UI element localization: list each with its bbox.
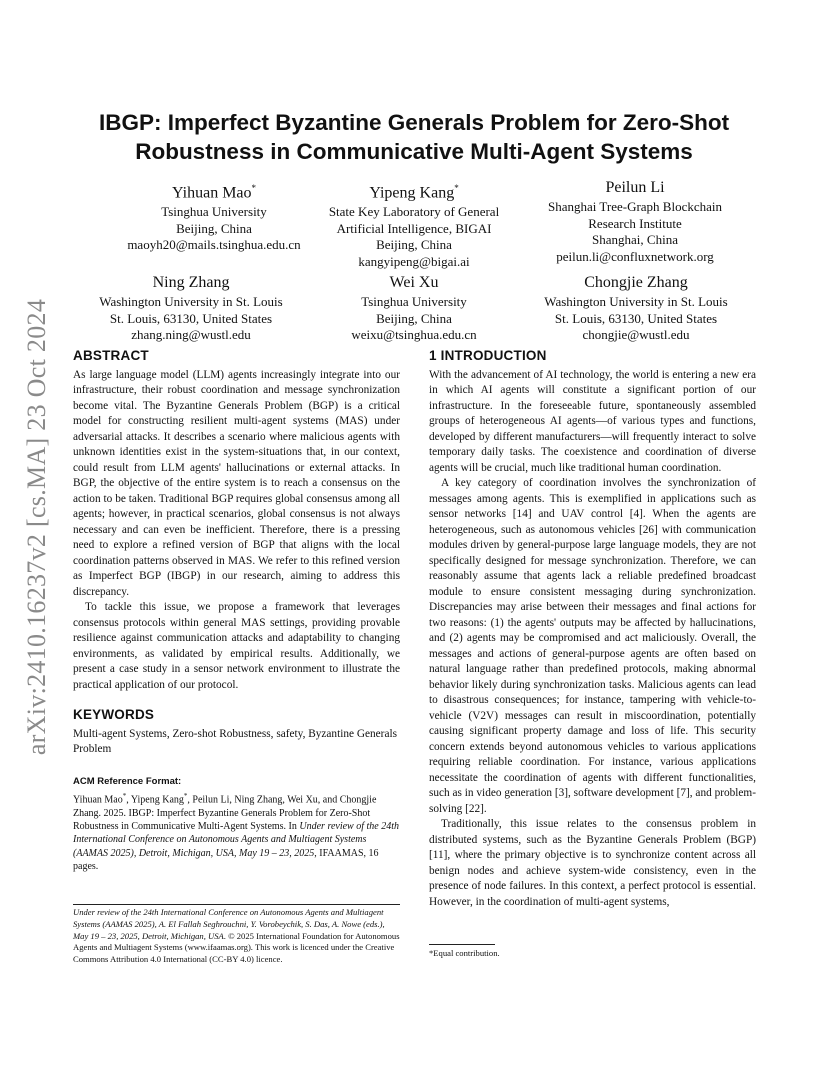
acm-ref-author: , Yipeng Kang [126, 794, 184, 806]
author-affiliation: Washington University in St. Louis [544, 294, 728, 309]
author-block-3 [505, 178, 765, 265]
author-email: chongjie@wustl.edu [582, 327, 690, 342]
acm-ref-venue: Under review of the 24th International Conference on Autonomous Agents and Multiagent Systems (AAMAS 2025), Detroit, Michigan, USA, May 19 – 23, 2025 [73, 820, 399, 859]
arxiv-id: arXiv:2410.16237v2 [cs.MA] 23 Oct 2024 [22, 298, 51, 756]
author-name: Wei Xu [389, 274, 439, 291]
left-footnote-rule [73, 904, 400, 905]
equal-contribution-mark: * [251, 183, 257, 193]
title-line-1: IBGP: Imperfect Byzantine Generals Problem for Zero-Shot [98, 110, 730, 135]
author-location: Beijing, China [176, 220, 252, 236]
arxiv-sidebar-stamp [22, 292, 52, 762]
author-location: Beijing, China [376, 237, 452, 253]
intro-paragraph-1: With the advancement of AI technology, the world is entering a new era in which AI agents will constitute a significant portion of our infrastructure. In the foreseeable future, spontaneously assembled groups of heterogeneous AI agents—of various types and functions, developed by different manufacturers—will frequently interact to solve temporary daily tasks. The coexistence and coordination of diverse agents will be crucial, much like traditional human coordination. [429, 368, 756, 474]
abstract-paragraph-1: As large language model (LLM) agents increasingly integrate into our infrastructure, their robust coordination and message synchronization become vital. The Byzantine Generals Problem (BGP) is a critical model for constructing resilient multi-agent systems (MAS) under adversarial attacks. It describes a scenario where malicious agents with unknown identities exist in the system-situations that, in our context, could result from LLM agents' hallucinations or external attacks. In BGP, the objective of the entire system is to reach a consensus on the action to be taken. Traditional BGP requires global consensus among all agents; however, in practical scenarios, global consensus is not always necessary and can even be inefficient. Therefore, there is a pressing need to explore a refined version of BGP that aligns with the local coordination patterns observed in MAS. We refer to this refined version as Imperfect BGP (IBGP) in our research, aiming to address this discrepancy. [73, 368, 400, 598]
author-location: St. Louis, 63130, United States [109, 310, 273, 326]
acm-ref-body: , Peilun Li, Ning Zhang, Wei Xu, and Chongjie Zhang. 2025. IBGP: Imperfect Byzantine Generals Problem for Zero-Shot Robustness in Communicative Multi-Agent Systems. In [73, 794, 377, 832]
footnote-copyright: . © 2025 International Foundation for Autonomous Agents and Multiagent Systems (www.ifaamas.org). This work is licenced under the Creative Commons Attribution 4.0 International (CC-BY 4.0) licence. [73, 930, 400, 965]
left-column [73, 348, 400, 873]
introduction-heading: 1 INTRODUCTION [429, 348, 547, 363]
title-line-2: Robustness in Communicative Multi-Agent Systems [135, 139, 693, 164]
paper-title [80, 108, 748, 166]
equal-contribution-footnote: *Equal contribution. [429, 948, 500, 958]
author-affiliation: Washington University in St. Louis [99, 294, 283, 309]
intro-paragraph-3: Traditionally, this issue relates to the consensus problem in distributed systems, such as the Byzantine Generals Problem (BGP) [11], where the primary objective is to synchronize content across all benign nodes and achieve system-wide consistency, even in the presence of node failures. In this context, a perfect protocol is essential. However, in the coordination of multi-agent systems, [429, 818, 756, 908]
abstract-heading: ABSTRACT [73, 348, 149, 363]
author-block-4 [61, 273, 321, 344]
author-location: St. Louis, 63130, United States [554, 310, 718, 326]
author-email: weixu@tsinghua.edu.cn [351, 327, 477, 342]
author-block-5 [284, 273, 544, 344]
keywords-heading: KEYWORDS [73, 707, 155, 722]
acm-reference-text: Yihuan Mao*, Yipeng Kang*, Peilun Li, Ning Zhang, Wei Xu, and Chongjie Zhang. 2025. IBGP: Imperfect Byzantine Generals Problem for Zero-Shot Robustness in Communicative Multi-Agent Systems. In Under review of the 24th International Conference on Autonomous Agents and Multiagent Systems (AAMAS 2025), Detroit, Michigan, USA, May 19 – 23, 2025, IFAAMAS, 16 pages. [73, 792, 399, 872]
acm-reference-heading: ACM Reference Format: [73, 775, 182, 787]
author-email: maoyh20@mails.tsinghua.edu.cn [127, 237, 301, 253]
left-footnote [73, 907, 400, 966]
author-name: Peilun Li [605, 179, 665, 196]
author-affiliation: Research Institute [588, 215, 682, 231]
author-name: Yihuan Mao [171, 184, 252, 202]
footnote-venue: Under review of the 24th International Conference on Autonomous Agents and Multiagent Systems (AAMAS 2025), A. El Fallah Seghrouchni, Y. Vorobeychik, S. Das, A. Nowe (eds.), May 19 – 23, 2025, Detroit, Michigan, USA [73, 907, 385, 941]
acm-reference [73, 774, 400, 874]
author-affiliation: Shanghai Tree-Graph Blockchain [547, 199, 723, 214]
author-name: Ning Zhang [152, 274, 230, 291]
author-affiliation: Artificial Intelligence, BIGAI [336, 220, 492, 236]
right-column [429, 348, 756, 910]
right-footnote-rule [429, 944, 495, 945]
author-block-6 [506, 273, 766, 344]
author-email: kangyipeng@bigai.ai [358, 253, 470, 269]
author-email: peilun.li@confluxnetwork.org [556, 248, 714, 264]
author-name: Chongjie Zhang [584, 274, 688, 291]
author-location: Beijing, China [376, 310, 452, 326]
author-email: zhang.ning@wustl.edu [131, 327, 251, 342]
intro-paragraph-2: A key category of coordination involves the synchronization of messages among agents. This is exemplified in applications such as sensor networks [14] and UAV control [4]. When the agents are heterogeneous, such as autonomous vehicles [26] with communication modules driven by general-purpose large language models, they are not specifically designed for message synchronization. Therefore, we can reasonably assume that agents lack a reliable predefined broadcast module to ensure consistent messaging during synchronization. Discrepancies may arise between their messages and final actions for two reasons: (1) the agents' outputs may be affected by hallucinations, and (2) agents may be compromised and act maliciously. Overall, the messages and actions of general-purpose agents are often based on natural language rather than predefined protocols, making abnormal behavior likely during synchronization tasks. Malicious agents can lead to disastrous consequences; for instance, tampering with vehicle-to-vehicle (V2V) messages can result in miscoordination, potentially causing significant property damage and loss of life. This security concern extends beyond autonomous vehicles to various applications requiring reliable coordination. For instance, various applications necessitate the coordination of agents with different functionalities, such as in video generation [3], software development [7], and problem-solving [22]. [429, 477, 756, 815]
author-affiliation: Tsinghua University [361, 294, 467, 309]
author-affiliation: Tsinghua University [161, 204, 267, 220]
keywords-text: Multi-agent Systems, Zero-shot Robustness, safety, Byzantine Generals Problem [73, 727, 397, 755]
author-name: Yipeng Kang [369, 184, 455, 202]
author-location: Shanghai, China [592, 232, 678, 247]
abstract-paragraph-2: To tackle this issue, we propose a framework that leverages consensus protocols within general MAS settings, providing provable resilience against communication attacks and adaptability to changing environments, as validated by empirical results. Additionally, we present a case study in a sensor network environment to illustrate the practical application of our protocol. [73, 601, 400, 691]
acm-ref-author: Yihuan Mao [73, 794, 123, 806]
author-affiliation: State Key Laboratory of General [328, 204, 500, 220]
equal-contribution-mark: * [454, 183, 459, 193]
acm-ref-tail: , IFAAMAS, 16 pages. [73, 847, 379, 872]
